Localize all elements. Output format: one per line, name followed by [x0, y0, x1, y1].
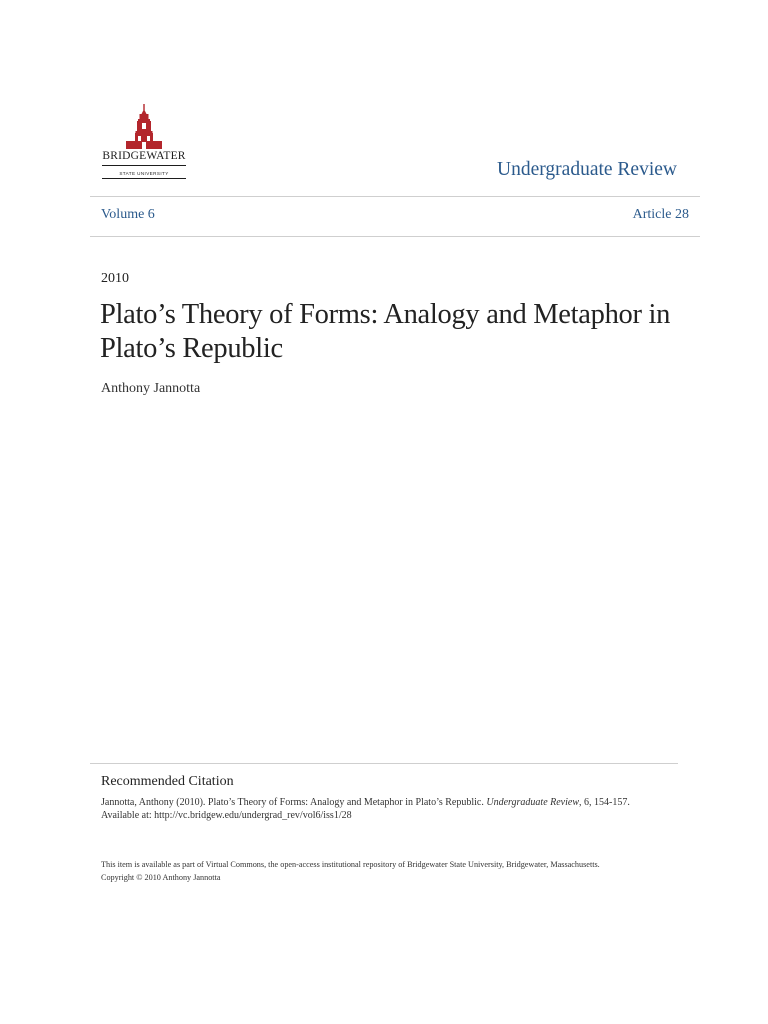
- article-title-line-1: Plato’s Theory of Forms: Analogy and Metaphor in: [100, 299, 671, 330]
- bell-tower-icon: [100, 104, 188, 150]
- header-divider-top: [90, 196, 700, 197]
- citation-divider: [90, 763, 678, 764]
- copyright-statement: Copyright © 2010 Anthony Jannotta: [101, 873, 221, 882]
- citation-available-link[interactable]: Available at: http://vc.bridgew.edu/undergrad_rev/vol6/iss1/28: [101, 810, 352, 821]
- article-author: Anthony Jannotta: [101, 381, 201, 396]
- citation-reference: [101, 796, 691, 809]
- article-link[interactable]: Article 28: [632, 207, 689, 222]
- citation-text-after: , 6, 154-157.: [579, 797, 630, 808]
- logo-rule-top: [102, 165, 186, 166]
- citation-journal: Undergraduate Review: [486, 797, 580, 808]
- volume-link[interactable]: Volume 6: [101, 207, 155, 222]
- article-title-line-2: Plato’s Republic: [100, 333, 283, 364]
- article-title: [100, 298, 700, 366]
- availability-statement: This item is available as part of Virtual Commons, the open-access institutional repository of Bridgewater State University, Bridgewater, Massachusetts.: [101, 860, 600, 869]
- journal-title-link[interactable]: Undergraduate Review: [497, 159, 677, 180]
- citation-text: [101, 796, 691, 822]
- publication-year: 2010: [101, 271, 129, 286]
- university-logo: [100, 104, 190, 182]
- logo-subline: STATE UNIVERSITY: [119, 171, 169, 176]
- logo-wordmark: BRIDGEWATER: [102, 150, 186, 162]
- footer-note: [101, 858, 701, 884]
- citation-heading: Recommended Citation: [101, 774, 234, 789]
- header-divider-bottom: [90, 236, 700, 237]
- citation-text-before: Jannotta, Anthony (2010). Plato’s Theory of Forms: Analogy and Metaphor in Plato’s Republic.: [101, 797, 487, 808]
- logo-rule-bottom: [102, 178, 186, 179]
